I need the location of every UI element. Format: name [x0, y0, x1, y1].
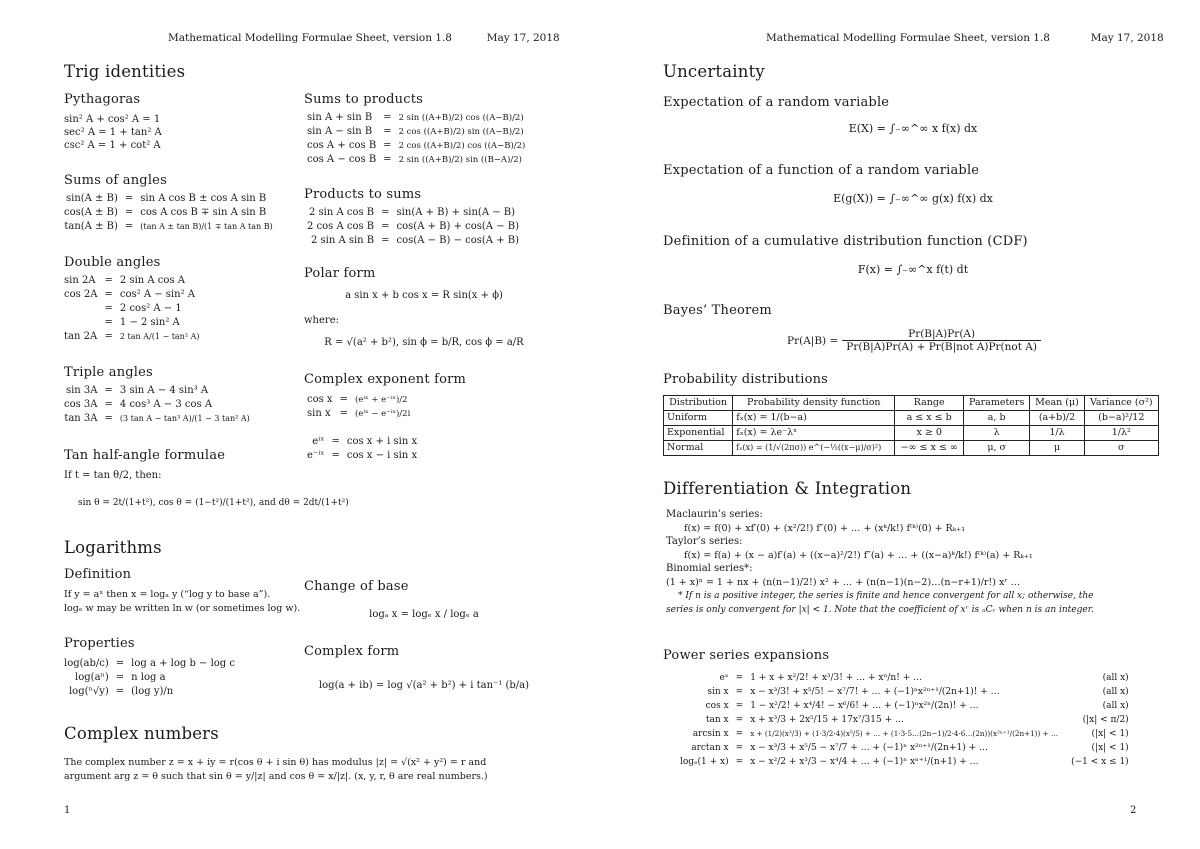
eq-rhs: 2 cos ((A+B)/2) sin ((A−B)/2) [398, 127, 524, 137]
eq-lhs: sin 3A [65, 385, 98, 396]
pythagoras-section [64, 92, 294, 152]
column-header: Distribution [664, 396, 733, 411]
eq-lhs [61, 302, 101, 316]
equation: sec² A = 1 + tan² A [64, 127, 162, 138]
log-properties-table [61, 657, 238, 699]
eq-condition: (all x) [1102, 701, 1129, 711]
complex-exponent-table [304, 393, 413, 421]
logarithms-heading: Logarithms [64, 538, 162, 557]
equation-row: cos 3A = 4 cos³ A − 3 cos A [61, 398, 253, 412]
header-date: May 17, 2018 [1090, 32, 1164, 44]
eq-lhs: sin x [707, 687, 729, 697]
triple-angles-section [64, 365, 294, 426]
eq-lhs: log(aⁿ) [75, 672, 109, 683]
equation-row: cos x = 1 − x²/2! + x⁴/4! − x⁶/6! + … + (−1)ⁿx²ⁿ/(2n)! + … (all x) [677, 699, 1132, 713]
bayes-numerator: Pr(B|A)Pr(A) [842, 328, 1041, 341]
eq-lhs: 2 sin A cos B [308, 207, 375, 218]
triple-angles-heading: Triple angles [64, 365, 153, 380]
sums-to-products-table [304, 111, 528, 167]
eq-lhs: tan x [705, 715, 729, 725]
complex-exponent-heading: Complex exponent form [304, 372, 467, 387]
equation-row: cos(A ± B) = cos A cos B ∓ sin A sin B [61, 206, 276, 220]
cdf-section [663, 234, 1163, 276]
tan-half-heading: Tan half-angle formulae [64, 448, 226, 463]
equation-row: sin(A ± B) = sin A cos B ± cos A sin B [61, 192, 276, 206]
eq-lhs: sin 2A [64, 275, 96, 286]
double-angles-table [61, 274, 202, 344]
eq-lhs: cos x [705, 701, 729, 711]
products-to-sums-section [304, 187, 544, 248]
column-header: Range [895, 396, 963, 411]
table-cell: 1/λ² [1084, 426, 1158, 441]
eq-rhs: 2 sin ((A+B)/2) cos ((A−B)/2) [398, 113, 524, 123]
eq-rhs: 2 cos² A − 1 [119, 303, 182, 314]
equation-row: sin x = (eⁱˣ − e⁻ⁱˣ)/2i [304, 407, 413, 421]
page-header [766, 32, 1164, 44]
equation-row: sin A + sin B = 2 sin ((A+B)/2) cos ((A−B)/2) [304, 111, 528, 125]
equation-row: cos A − cos B = 2 sin ((A+B)/2) sin ((B−A)/2) [304, 153, 528, 167]
eq-lhs: log(ab/c) [64, 658, 109, 669]
table-cell: Normal [664, 441, 733, 456]
double-angles-section [64, 255, 294, 344]
eq-rhs: cos A cos B ∓ sin A sin B [140, 207, 267, 218]
eq-condition: (|x| < 1) [1091, 729, 1129, 739]
eq-rhs: log a + log b − log c [131, 658, 235, 669]
table-cell: σ [1084, 441, 1158, 456]
power-series-table [677, 671, 1132, 769]
eq-lhs: sin A − sin B [307, 126, 373, 137]
bayes-section [663, 303, 1163, 353]
eq-condition: (|x| < π/2) [1082, 715, 1129, 725]
eq-lhs: cos A − cos B [307, 154, 377, 165]
equation-row: logₑ(1 + x) = x − x²/2 + x³/3 − x⁴/4 + … + (−1)ⁿ xⁿ⁺¹/(n+1) + … (−1 < x ≤ 1) [677, 755, 1132, 769]
change-of-base-formula: logₐ x = logₑ x / logₑ a [369, 609, 479, 620]
expectation-fn-section [663, 163, 1163, 205]
diff-int-section [666, 508, 1140, 617]
column-header: Parameters [963, 396, 1030, 411]
eq-rhs: x + x³/3 + 2x⁵/15 + 17x⁷/315 + … [750, 715, 904, 725]
eq-rhs: x + (1/2)(x³/3) + (1·3/2·4)(x⁵/5) + … + (1·3·5…(2n−1)/2·4·6…(2n))(x²ⁿ⁺¹/(2n+1)) + … [750, 729, 1059, 738]
complex-form-section [304, 644, 544, 692]
eq-rhs: (eⁱˣ − e⁻ⁱˣ)/2i [354, 409, 411, 419]
tan-half-formula: sin θ = 2t/(1+t²), cos θ = (1−t²)/(1+t²), and dθ = 2dt/(1+t²) [78, 498, 349, 508]
sums-of-angles-section [64, 173, 299, 234]
double-angles-heading: Double angles [64, 255, 161, 270]
table-cell: Uniform [664, 411, 733, 426]
distributions-section [663, 372, 1163, 456]
expectation-heading: Expectation of a random variable [663, 95, 890, 110]
eq-lhs: 2 cos A cos B [307, 221, 375, 232]
eq-lhs: arctan x [691, 743, 729, 753]
eq-rhs: x − x²/2 + x³/3 − x⁴/4 + … + (−1)ⁿ xⁿ⁺¹/(n+1) + … [750, 757, 979, 767]
eq-lhs: e⁻ⁱˣ [307, 450, 325, 461]
bayes-fraction [844, 328, 1039, 353]
table-cell: x ≥ 0 [895, 426, 963, 441]
table-cell: a, b [963, 411, 1030, 426]
log-definition-heading: Definition [64, 567, 132, 582]
equation-row: arcsin x = x + (1/2)(x³/3) + (1·3/2·4)(x⁵/5) + … + (1·3·5…(2n−1)/2·4·6…(2n))(x²ⁿ⁺¹/(2n+1)) + … (|x| < 1) [677, 727, 1132, 741]
sums-of-angles-heading: Sums of angles [64, 173, 167, 188]
table-row [664, 441, 1159, 456]
log-properties-section [64, 636, 304, 699]
equation-row: cos 2A = cos² A − sin² A [61, 288, 202, 302]
eq-lhs: 2 sin A sin B [310, 235, 375, 246]
eq-lhs [61, 316, 101, 330]
tan-half-intro: If t = tan θ/2, then: [64, 470, 162, 481]
equation-row: e⁻ⁱˣ = cos x − i sin x [304, 449, 420, 463]
equation-row: sin x = x − x³/3! + x⁵/5! − x⁷/7! + … + (−1)ⁿx²ⁿ⁺¹/(2n+1)! + … (all x) [677, 685, 1132, 699]
table-cell: λ [963, 426, 1030, 441]
eq-rhs: 1 − x²/2! + x⁴/4! − x⁶/6! + … + (−1)ⁿx²ⁿ/(2n)! + … [750, 701, 979, 711]
equation-row: 2 sin A sin B = cos(A − B) − cos(A + B) [304, 234, 522, 248]
column-header: Mean (μ) [1030, 396, 1084, 411]
equation-row: tan 2A = 2 tan A/(1 − tan² A) [61, 330, 202, 344]
expectation-formula: E(X) = ∫₋∞^∞ x f(x) dx [848, 122, 978, 135]
eq-rhs: 1 + x + x²/2! + x³/3! + … + xⁿ/n! + … [750, 673, 923, 683]
equation-row: tan(A ± B) = (tan A ± tan B)/(1 ∓ tan A tan B) [61, 220, 276, 234]
log-properties-heading: Properties [64, 636, 135, 651]
equation-row: log(ⁿ√y) = (log y)/n [61, 685, 238, 699]
eq-rhs: sin(A + B) + sin(A − B) [396, 207, 516, 218]
equation: sin² A + cos² A = 1 [64, 114, 161, 125]
products-to-sums-table [304, 206, 522, 248]
eq-rhs: cos x + i sin x [346, 436, 418, 447]
table-cell: (b−a)²/12 [1084, 411, 1158, 426]
eq-lhs: sin(A ± B) [65, 193, 118, 204]
complex-exponent-table-2 [304, 435, 420, 463]
complex-numbers-text [64, 756, 544, 784]
equation-row: = 1 − 2 sin² A [61, 316, 202, 330]
polar-form-formula: a sin x + b cos x = R sin(x + ϕ) [345, 290, 503, 301]
cdf-heading: Definition of a cumulative distribution function (CDF) [663, 234, 1028, 249]
equation-row: cos A + cos B = 2 cos ((A+B)/2) cos ((A−B)/2) [304, 139, 528, 153]
footnote-line-1: * If n is a positive integer, the series is finite and hence convergent for all x; otherwise, the [678, 591, 1094, 601]
complex-form-formula: log(a + ib) = log √(a² + b²) + i tan⁻¹ (b/a) [318, 680, 530, 691]
distributions-table [663, 395, 1159, 456]
change-of-base-section [304, 579, 544, 621]
footnote-line-2: series is only convergent for |x| < 1. Note that the coefficient of xʳ is ₙCᵣ when n is an integer. [666, 605, 1094, 615]
eq-lhs: cos A + cos B [307, 140, 377, 151]
eq-lhs: eˣ [719, 673, 729, 683]
eq-lhs: cos(A ± B) [64, 207, 118, 218]
eq-rhs: 2 sin A cos A [119, 275, 185, 286]
complex-numbers-line-2: argument arg z = θ such that sin θ = y/|z| and cos θ = x/|z|. (x, y, r, θ are real numbers.) [64, 771, 488, 782]
page-number: 1 [64, 805, 71, 816]
triple-angles-table [61, 384, 253, 426]
binomial-label: Binomial series*: [666, 563, 753, 574]
column-header: Probability density function [733, 396, 895, 411]
taylor-label: Taylor’s series: [666, 536, 743, 547]
taylor-formula: f(x) = f(a) + (x − a)f′(a) + ((x−a)²/2!) f″(a) + … + ((x−a)ᵏ/k!) f⁽ᵏ⁾(a) + Rₖ₊₁ [684, 550, 1033, 561]
eq-rhs: sin A cos B ± cos A sin B [140, 193, 267, 204]
equation-row: log(aⁿ) = n log a [61, 671, 238, 685]
equation-row: = 2 cos² A − 1 [61, 302, 202, 316]
pythagoras-heading: Pythagoras [64, 92, 141, 107]
sums-to-products-heading: Sums to products [304, 92, 424, 107]
eq-lhs: eⁱˣ [312, 436, 325, 447]
equation-row: 2 cos A cos B = cos(A + B) + cos(A − B) [304, 220, 522, 234]
expectation-fn-heading: Expectation of a function of a random variable [663, 163, 980, 178]
bayes-heading: Bayes’ Theorem [663, 303, 772, 318]
complex-form-heading: Complex form [304, 644, 400, 659]
eq-lhs: tan 2A [64, 331, 98, 342]
eq-condition: (−1 < x ≤ 1) [1071, 757, 1129, 767]
equation-row: arctan x = x − x³/3 + x⁵/5 − x⁷/7 + … + (−1)ⁿ x²ⁿ⁺¹/(2n+1) + … (|x| < 1) [677, 741, 1132, 755]
eq-rhs: cos(A + B) + cos(A − B) [396, 221, 520, 232]
trig-heading: Trig identities [64, 62, 186, 81]
products-to-sums-heading: Products to sums [304, 187, 422, 202]
eq-rhs: x − x³/3! + x⁵/5! − x⁷/7! + … + (−1)ⁿx²ⁿ⁺¹/(2n+1)! + … [750, 687, 1000, 697]
diff-int-heading: Differentiation & Integration [663, 479, 912, 498]
uncertainty-heading: Uncertainty [663, 62, 765, 81]
header-title: Mathematical Modelling Formulae Sheet, version 1.8 [766, 32, 1050, 44]
eq-rhs: (3 tan A − tan³ A)/(1 − 3 tan² A) [119, 414, 250, 423]
polar-form-heading: Polar form [304, 266, 376, 281]
eq-lhs: tan 3A [64, 413, 98, 424]
eq-lhs: arcsin x [692, 729, 729, 739]
eq-rhs: 1 − 2 sin² A [119, 317, 180, 328]
eq-condition: (all x) [1102, 687, 1129, 697]
table-cell: (a+b)/2 [1030, 411, 1084, 426]
table-row [664, 411, 1159, 426]
eq-lhs: tan(A ± B) [64, 221, 118, 232]
page-header [168, 32, 560, 44]
equation-row: 2 sin A cos B = sin(A + B) + sin(A − B) [304, 206, 522, 220]
eq-rhs: cos² A − sin² A [119, 289, 195, 300]
column-header: Variance (σ²) [1084, 396, 1158, 411]
bayes-denominator: Pr(B|A)Pr(A) + Pr(B|not A)Pr(not A) [846, 341, 1037, 353]
eq-condition: (|x| < 1) [1091, 743, 1129, 753]
equation-row: eˣ = 1 + x + x²/2! + x³/3! + … + xⁿ/n! + … (all x) [677, 671, 1132, 685]
polar-form-section [304, 266, 544, 349]
power-series-heading: Power series expansions [663, 648, 830, 663]
eq-rhs: cos x − i sin x [346, 450, 418, 461]
binomial-formula: (1 + x)ⁿ = 1 + nx + (n(n−1)/2!) x² + … + (n(n−1)(n−2)…(n−r+1)/r!) xʳ … [666, 577, 1021, 588]
table-cell: μ, σ [963, 441, 1030, 456]
eq-rhs: n log a [131, 672, 166, 683]
eq-rhs: 3 sin A − 4 sin³ A [119, 385, 209, 396]
header-date: May 17, 2018 [486, 32, 560, 44]
bayes-formula [663, 328, 1163, 353]
eq-lhs: sin A + sin B [307, 112, 373, 123]
eq-lhs: log(ⁿ√y) [68, 686, 109, 697]
sums-to-products-section [304, 92, 544, 167]
distributions-heading: Probability distributions [663, 372, 829, 387]
page-2 [600, 0, 1200, 849]
maclaurin-formula: f(x) = f(0) + xf′(0) + (x²/2!) f″(0) + … + (xᵏ/k!) f⁽ᵏ⁾(0) + Rₖ₊₁ [684, 523, 966, 534]
table-cell: 1/λ [1030, 426, 1084, 441]
eq-rhs: 2 cos ((A+B)/2) cos ((A−B)/2) [398, 141, 526, 151]
eq-rhs: 2 tan A/(1 − tan² A) [119, 332, 200, 341]
equation: csc² A = 1 + cot² A [64, 140, 161, 151]
eq-rhs: (log y)/n [131, 686, 174, 697]
eq-rhs: 2 sin ((A+B)/2) sin ((B−A)/2) [398, 155, 522, 165]
expectation-section [663, 95, 1163, 135]
equation-row: tan x = x + x³/3 + 2x⁵/15 + 17x⁷/315 + … (|x| < π/2) [677, 713, 1132, 727]
bayes-lhs: Pr(A|B) = [787, 334, 839, 347]
eq-condition: (all x) [1102, 673, 1129, 683]
maclaurin-label: Maclaurin’s series: [666, 509, 763, 520]
sums-of-angles-table [61, 192, 276, 234]
equation-row: cos x = (eⁱˣ + e⁻ⁱˣ)/2 [304, 393, 413, 407]
table-cell: fₓ(x) = λe⁻λˣ [733, 426, 895, 441]
eq-lhs: cos x [307, 394, 333, 405]
equation-row: sin 2A = 2 sin A cos A [61, 274, 202, 288]
complex-numbers-heading: Complex numbers [64, 724, 219, 743]
table-cell: a ≤ x ≤ b [895, 411, 963, 426]
eq-rhs: cos(A − B) − cos(A + B) [396, 235, 520, 246]
equation-row: sin A − sin B = 2 cos ((A+B)/2) sin ((A−B)/2) [304, 125, 528, 139]
table-cell: Exponential [664, 426, 733, 441]
equation-row: eⁱˣ = cos x + i sin x [304, 435, 420, 449]
eq-lhs: logₑ(1 + x) [680, 757, 729, 767]
equation-row: tan 3A = (3 tan A − tan³ A)/(1 − 3 tan² A) [61, 412, 253, 426]
eq-rhs: 4 cos³ A − 3 cos A [119, 399, 213, 410]
expectation-fn-formula: E(g(X)) = ∫₋∞^∞ g(x) f(x) dx [833, 192, 993, 205]
table-cell: fₓ(x) = (1/√(2πσ)) e^(−½((x−μ)/σ)²) [733, 441, 895, 456]
eq-lhs: cos 2A [64, 289, 98, 300]
polar-form-where-formula: R = √(a² + b²), sin ϕ = b/R, cos ϕ = a/R [324, 337, 524, 348]
polar-form-where: where: [304, 315, 339, 326]
log-definition-section [64, 567, 304, 616]
page-number: 2 [1130, 805, 1137, 816]
table-cell: −∞ ≤ x ≤ ∞ [895, 441, 963, 456]
eq-rhs: x − x³/3 + x⁵/5 − x⁷/7 + … + (−1)ⁿ x²ⁿ⁺¹/(2n+1) + … [750, 743, 988, 753]
table-cell: fₓ(x) = 1/(b−a) [733, 411, 895, 426]
header-title: Mathematical Modelling Formulae Sheet, version 1.8 [168, 32, 452, 44]
complex-numbers-line-1: The complex number z = x + iy = r(cos θ + i sin θ) has modulus |z| = √(x² + y²) = r and [64, 757, 487, 768]
power-series-section [663, 648, 1153, 769]
complex-exponent-section [304, 372, 544, 463]
eq-rhs: (tan A ± tan B)/(1 ∓ tan A tan B) [140, 222, 273, 231]
table-cell: μ [1030, 441, 1084, 456]
table-header-row [664, 396, 1159, 411]
pythagoras-lines [64, 113, 294, 152]
log-definition-line-1: If y = aˣ then x = logₐ y (“log y to base a”). [64, 589, 271, 600]
eq-rhs: (eⁱˣ + e⁻ⁱˣ)/2 [354, 395, 408, 405]
cdf-formula: F(x) = ∫₋∞^x f(t) dt [857, 263, 969, 276]
equation-row: sin 3A = 3 sin A − 4 sin³ A [61, 384, 253, 398]
equation-row: log(ab/c) = log a + log b − log c [61, 657, 238, 671]
change-of-base-heading: Change of base [304, 579, 409, 594]
table-row [664, 426, 1159, 441]
log-definition-line-2: logₑ w may be written ln w (or sometimes log w). [64, 603, 301, 614]
eq-lhs: sin x [307, 408, 331, 419]
eq-lhs: cos 3A [64, 399, 98, 410]
